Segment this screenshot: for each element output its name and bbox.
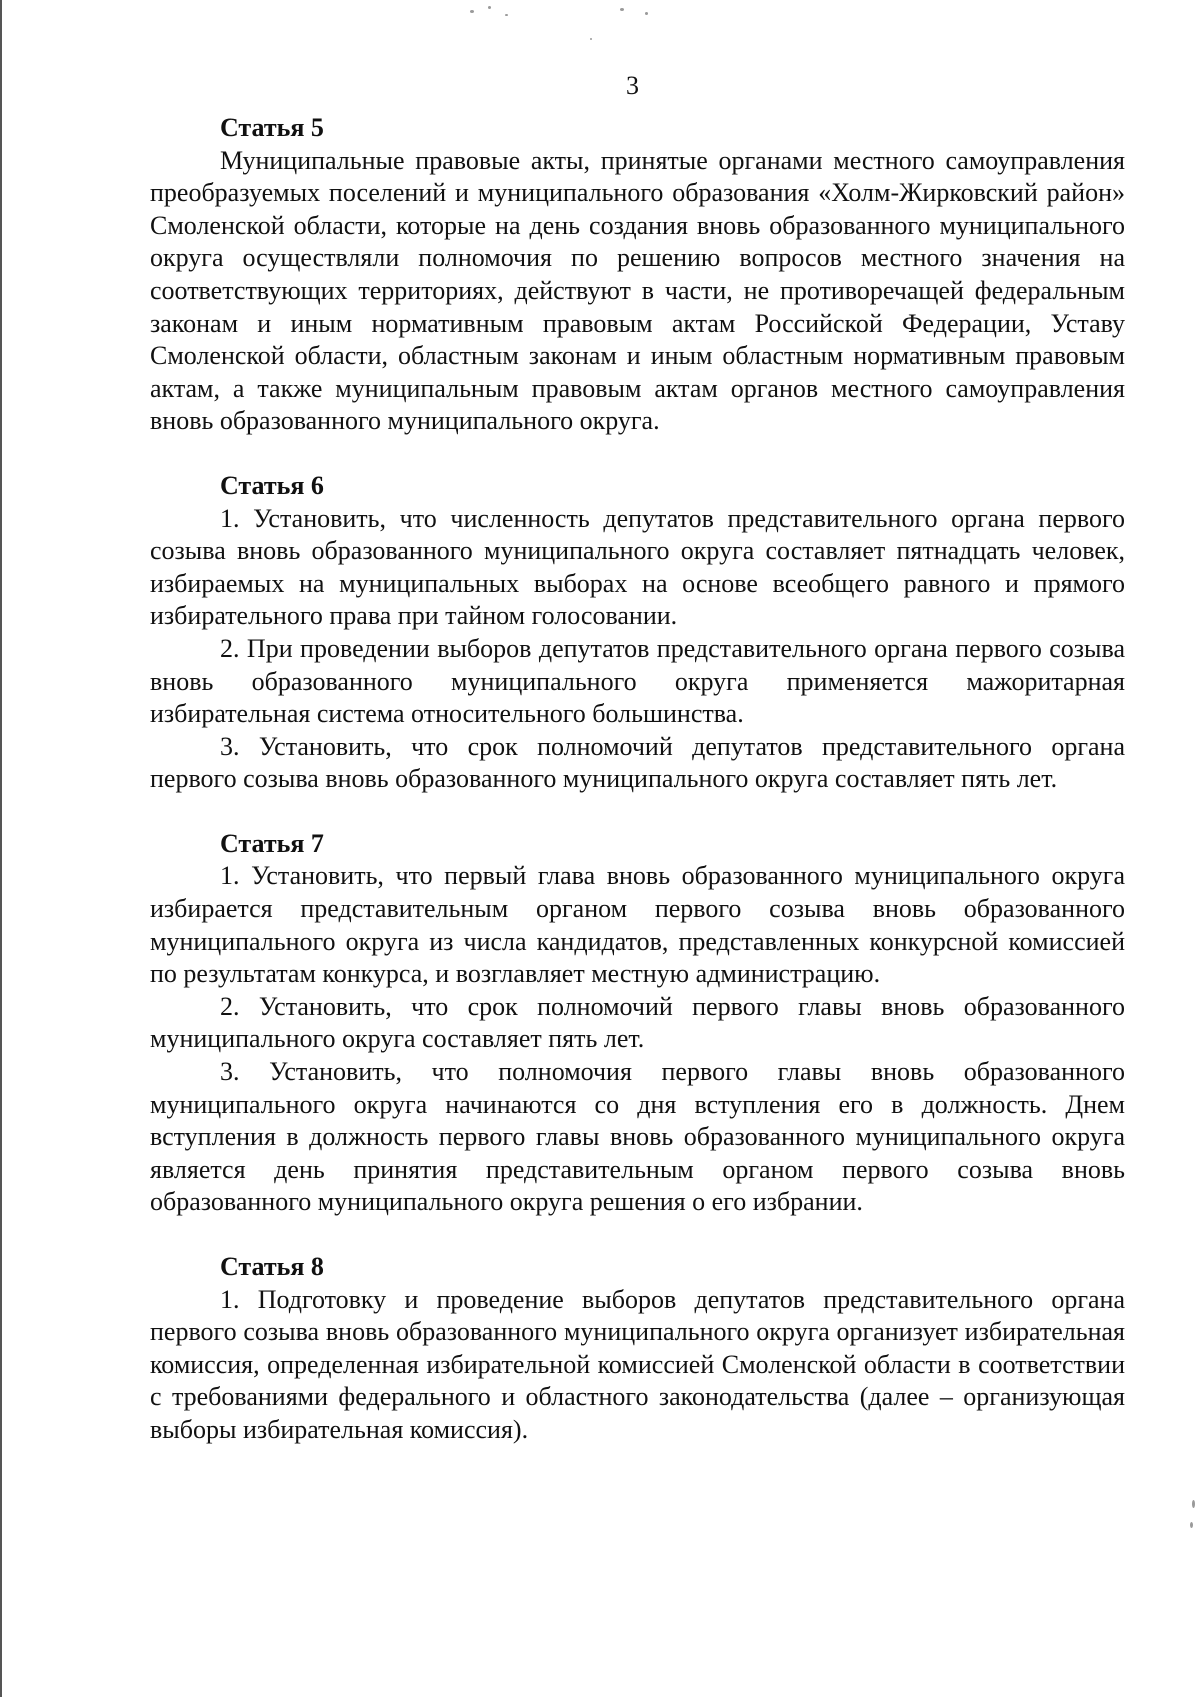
- article-title: Статья 5: [220, 113, 324, 142]
- scan-speck: [590, 38, 592, 40]
- article-7: [150, 828, 1125, 1219]
- scan-speck: [505, 14, 508, 16]
- article-5: [150, 112, 1125, 438]
- article-paragraph: 1. Установить, что численность депутатов представительного органа первого созыва вновь образованного муниципального округа составляет пятнадцать человек, избираемых на муниципальных выборах на основе всеобщего равного и прямого избирательного права при тайном голосовании.: [150, 503, 1125, 631]
- scan-speck: [1190, 1522, 1193, 1528]
- article-paragraph: 2. При проведении выборов депутатов представительного органа первого созыва вновь образованного муниципального округа применяется мажоритарная избирательная система относительного большинства.: [150, 633, 1125, 729]
- article-paragraph: 3. Установить, что полномочия первого главы вновь образованного муниципального округа начинаются со дня вступления его в должность. Днем вступления в должность первого главы вновь образованного муниципального округа является день принятия представительным органом первого созыва вновь образованного муниципального округа решения о его избрании.: [150, 1057, 1125, 1217]
- scan-speck: [645, 12, 648, 15]
- scan-speck: [488, 6, 491, 9]
- scan-edge: [0, 0, 2, 1697]
- scan-speck: [470, 10, 474, 13]
- scan-speck: [1192, 1500, 1195, 1508]
- page-number: 3: [626, 71, 639, 100]
- article-6: [150, 470, 1125, 796]
- article-paragraph: 1. Подготовку и проведение выборов депутатов представительного органа первого созыва вновь образованного муниципального округа организует избирательная комиссия, определенная избирательной комиссией Смоленской области в соответствии с требованиями федерального и областного законодательства (далее – организующая выборы избирательная комиссия).: [150, 1284, 1125, 1444]
- article-paragraph: Муниципальные правовые акты, принятые органами местного самоуправления преобразуемых поселений и муниципального образования «Холм-Жирковский район» Смоленской области, которые на день создания вновь образованного муниципального округа осуществляли полномочия по решению вопросов местного значения на соответствующих территориях, действуют в части, не противоречащей федеральным законам и иным нормативным правовым актам Российской Федерации, Уставу Смоленской области, областным законам и иным областным нормативным правовым актам, а также муниципальным правовым актам органов местного самоуправления вновь образованного муниципального округа.: [150, 145, 1125, 436]
- article-paragraph: 2. Установить, что срок полномочий первого главы вновь образованного муниципального округа составляет пять лет.: [150, 991, 1125, 1054]
- article-title: Статья 8: [220, 1252, 324, 1281]
- article-paragraph: 3. Установить, что срок полномочий депутатов представительного органа первого созыва вновь образованного муниципального округа составляет пять лет.: [150, 731, 1125, 794]
- article-title: Статья 6: [220, 470, 324, 500]
- document-body: [150, 112, 1125, 1447]
- scan-speck: [620, 8, 624, 11]
- article-8: [150, 1251, 1125, 1447]
- article-title: Статья 7: [220, 828, 324, 858]
- article-paragraph: 1. Установить, что первый глава вновь образованного муниципального округа избирается представительным органом первого созыва вновь образованного муниципального округа из числа кандидатов, представленных конкурсной комиссией по результатам конкурса, и возглавляет местную администрацию.: [150, 861, 1125, 989]
